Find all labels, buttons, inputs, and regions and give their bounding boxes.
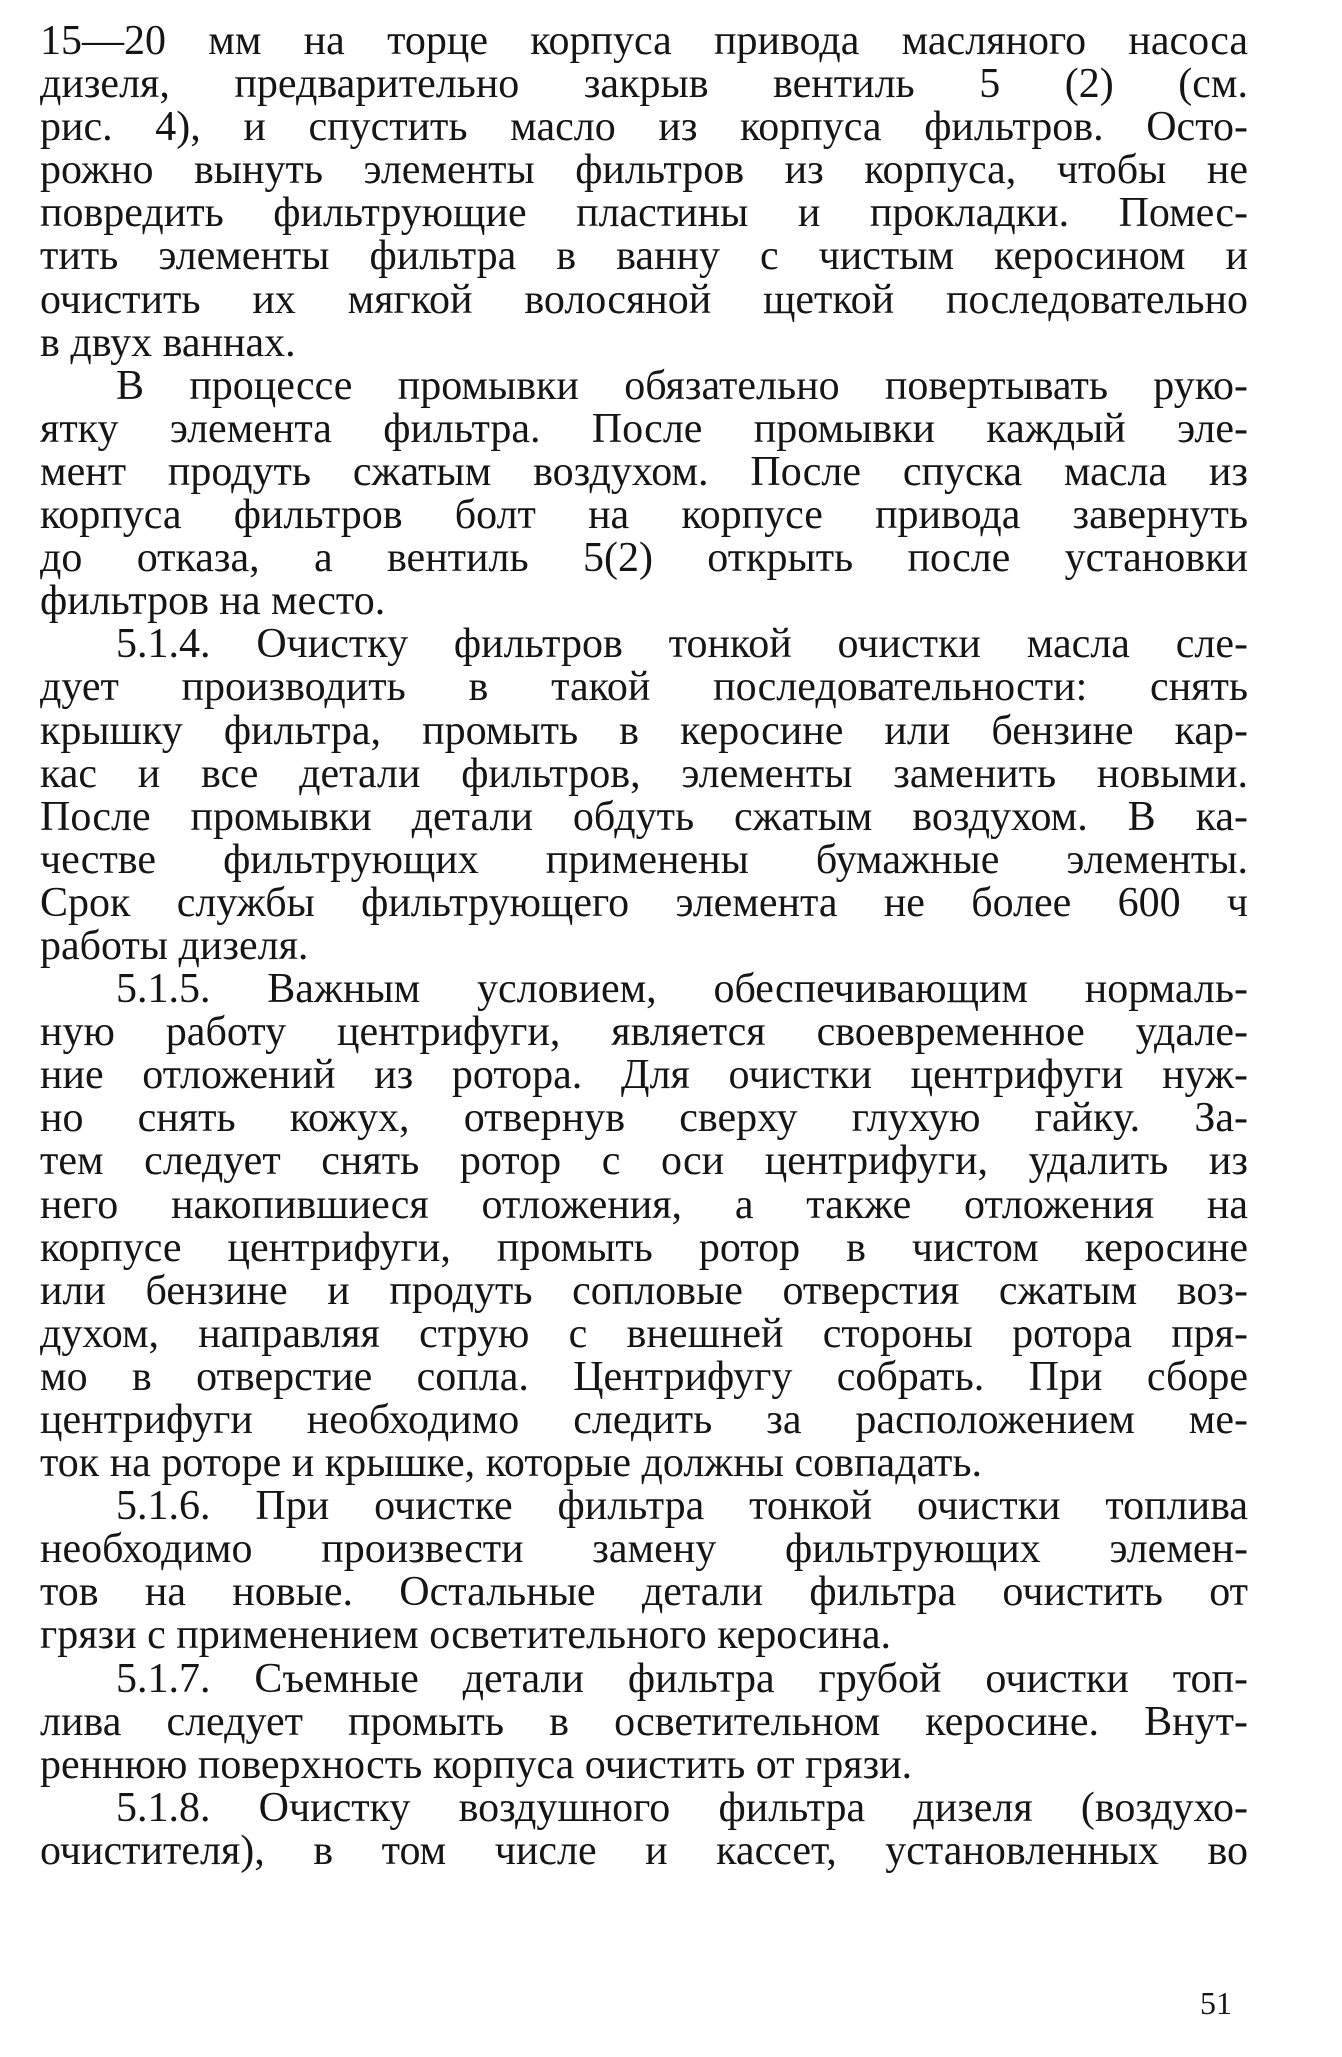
text-line: фильтров на место. [40,580,386,624]
text-line: ние отложений из ротора. Для очистки центрифуги нуж- [40,1054,1248,1098]
text-line: повредить фильтрующие пластины и прокладки. Помес- [40,192,1248,236]
text-line: в двух ваннах. [40,321,296,365]
text-line: ную работу центрифуги, является своевременное удале- [40,1011,1248,1055]
text-line: Срок службы фильтрующего элемента не более 600 ч [40,881,1248,925]
text-line: дует производить в такой последовательности: снять [40,666,1248,710]
paragraph [40,1787,1248,1873]
text-line: него накопившиеся отложения, а также отложения на [40,1183,1248,1227]
text-line: 5.1.5. Важным условием, обеспечивающим нормаль- [116,968,1248,1012]
text-line: кас и все детали фильтров, элементы заменить новыми. [40,752,1248,796]
text-line: реннюю поверхность корпуса очистить от грязи. [40,1743,913,1787]
text-line: очистителя), в том числе и кассет, установленных во [40,1829,1248,1874]
paragraph [40,968,1248,1485]
text-line: рожно вынуть элементы фильтров из корпуса, чтобы не [40,149,1248,193]
text-line: духом, направляя струю с внешней стороны ротора пря- [40,1312,1248,1356]
text-line: 5.1.8. Очистку воздушного фильтра дизеля (воздухо- [116,1786,1248,1830]
text-line: 15—20 мм на торце корпуса привода масляного насоса [40,20,1248,64]
paragraph [40,20,1248,365]
paragraph [40,1658,1248,1787]
page-number: 51 [1200,1985,1232,2021]
page-text [40,20,1248,1873]
text-line: грязи с применением осветительного керосина. [40,1614,892,1658]
paragraph [40,1485,1248,1657]
paragraph [40,623,1248,968]
text-line: мо в отверстие сопла. Центрифугу собрать. При сборе [40,1355,1248,1399]
text-line: мент продуть сжатым воздухом. После спуска масла из [40,450,1248,495]
text-line: центрифуги необходимо следить за расположением ме- [40,1399,1248,1443]
text-line: корпуса фильтров болт на корпусе привода завернуть [40,494,1248,538]
text-line: ток на роторе и крышке, которые должны совпадать. [40,1442,983,1486]
text-line: очистить их мягкой волосяной щеткой последовательно [40,278,1248,322]
text-line: 5.1.7. Съемные детали фильтра грубой очистки топ- [116,1657,1248,1701]
text-line: до отказа, а вентиль 5(2) открыть после установки [40,537,1248,581]
text-line: рис. 4), и спустить масло из корпуса фильтров. Осто- [40,106,1248,150]
text-line: крышку фильтра, промыть в керосине или бензине кар- [40,709,1248,753]
text-line: тем следует снять ротор с оси центрифуги, удалить из [40,1140,1248,1184]
text-line: ятку элемента фильтра. После промывки каждый эле- [40,407,1248,451]
text-line: дизеля, предварительно закрыв вентиль 5 (2) (см. [40,63,1248,107]
paragraph [40,365,1248,624]
text-line: 5.1.4. Очистку фильтров тонкой очистки масла сле- [116,623,1248,667]
text-line: корпусе центрифуги, промыть ротор в чистом керосине [40,1226,1248,1270]
text-line: тов на новые. Остальные детали фильтра очистить от [40,1571,1248,1615]
text-line: 5.1.6. При очистке фильтра тонкой очистки топлива [116,1485,1248,1529]
text-line: работы дизеля. [40,924,309,969]
text-line: После промывки детали обдуть сжатым воздухом. В ка- [40,795,1248,839]
text-line: необходимо произвести замену фильтрующих элемен- [40,1528,1248,1572]
text-line: лива следует промыть в осветительном керосине. Внут- [40,1700,1248,1744]
text-line: но снять кожух, отвернув сверху глухую гайку. За- [40,1097,1248,1141]
text-line: честве фильтрующих применены бумажные элементы. [40,838,1248,882]
text-line: или бензине и продуть сопловые отверстия сжатым воз- [40,1269,1248,1313]
text-line: тить элементы фильтра в ванну с чистым керосином и [40,235,1248,279]
text-line: В процессе промывки обязательно повертывать руко- [116,364,1248,408]
